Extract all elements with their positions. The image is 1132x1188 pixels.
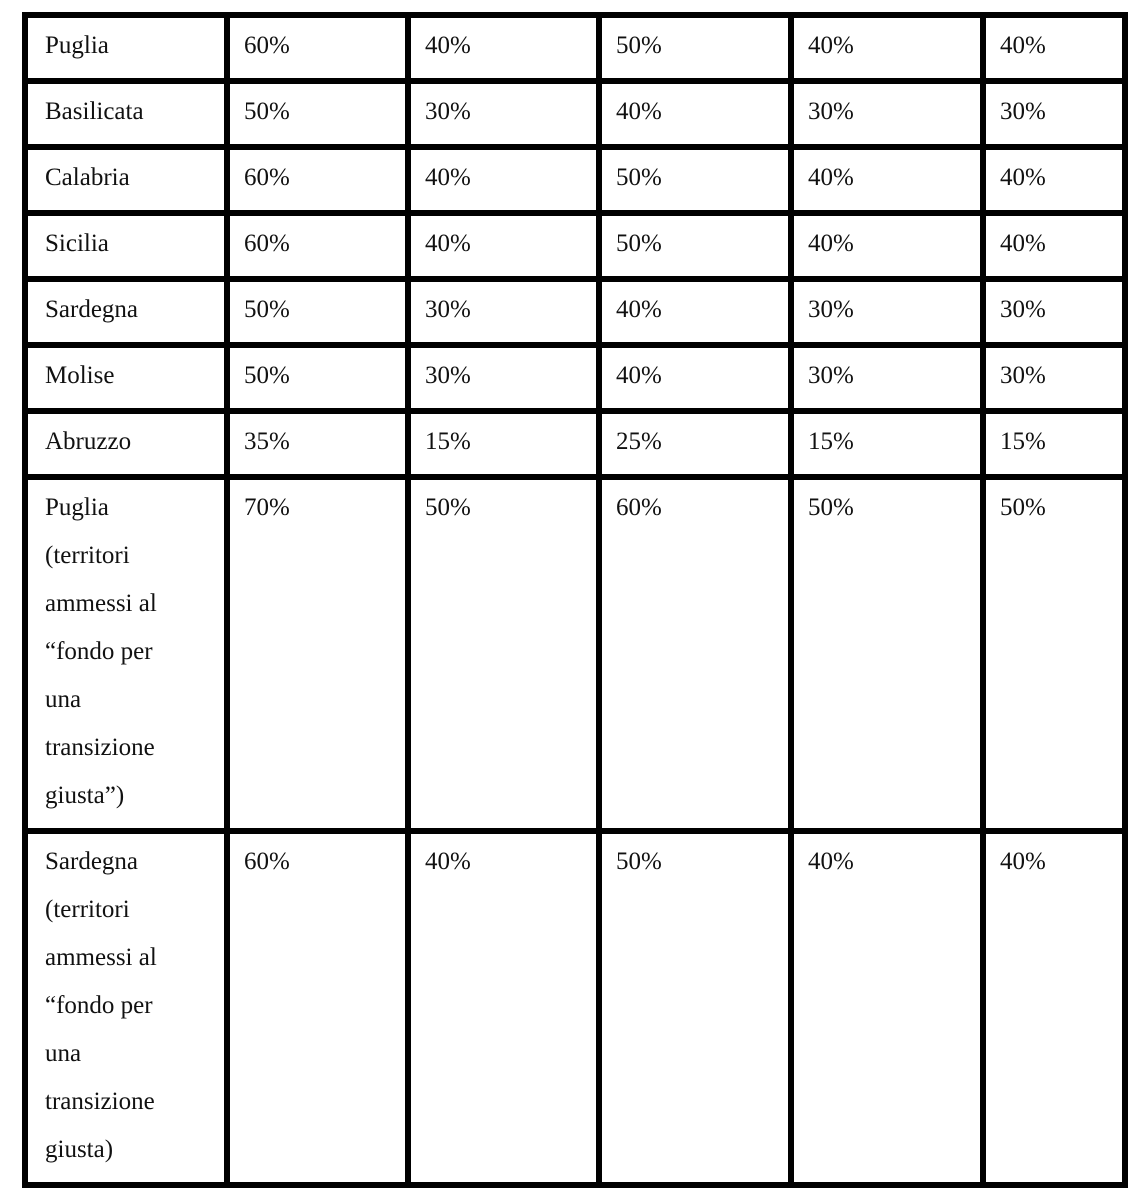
region-name: Puglia: [45, 32, 109, 59]
region-cell: [25, 411, 227, 477]
region-name-line: (territori: [45, 542, 130, 569]
region-name-line: ammessi al: [45, 590, 157, 617]
value-cell: 50%: [408, 477, 599, 831]
region-name: Basilicata: [45, 98, 144, 125]
value-cell: 40%: [983, 15, 1125, 81]
value-cell: 50%: [599, 147, 791, 213]
value-cell: 30%: [983, 345, 1125, 411]
value-cell: 15%: [408, 411, 599, 477]
value-cell: 40%: [791, 831, 983, 1185]
table-row: [25, 81, 1125, 147]
region-cell: [25, 213, 227, 279]
table-row: [25, 831, 1125, 1185]
value-cell: 50%: [599, 831, 791, 1185]
value-cell: 30%: [791, 279, 983, 345]
value-cell: 40%: [599, 81, 791, 147]
value-cell: 50%: [227, 81, 408, 147]
region-name: Sicilia: [45, 230, 109, 257]
value-cell: 40%: [983, 147, 1125, 213]
value-cell: 60%: [227, 831, 408, 1185]
value-cell: 50%: [227, 345, 408, 411]
region-name-line: giusta): [45, 1136, 114, 1163]
region-cell: [25, 279, 227, 345]
region-name-line: “fondo per: [45, 638, 153, 665]
value-cell: 40%: [791, 15, 983, 81]
value-cell: 70%: [227, 477, 408, 831]
region-name-line: Puglia: [45, 494, 109, 521]
value-cell: 50%: [599, 213, 791, 279]
region-name: Molise: [45, 362, 115, 389]
value-cell: 50%: [599, 15, 791, 81]
table-row: [25, 15, 1125, 81]
region-cell: [25, 345, 227, 411]
region-name: Abruzzo: [45, 428, 132, 455]
value-cell: 30%: [408, 345, 599, 411]
region-cell: [25, 831, 227, 1185]
region-name-line: giusta”): [45, 782, 125, 809]
value-cell: 30%: [983, 279, 1125, 345]
region-name: Calabria: [45, 164, 130, 191]
table-row: [25, 147, 1125, 213]
value-cell: 30%: [791, 81, 983, 147]
region-cell: [25, 477, 227, 831]
value-cell: 50%: [791, 477, 983, 831]
region-cell: [25, 147, 227, 213]
value-cell: 60%: [227, 147, 408, 213]
value-cell: 30%: [791, 345, 983, 411]
value-cell: 60%: [227, 15, 408, 81]
table-container: [22, 12, 1122, 1188]
region-name-line: ammessi al: [45, 944, 157, 971]
region-name-line: “fondo per: [45, 992, 153, 1019]
value-cell: 25%: [599, 411, 791, 477]
value-cell: 40%: [791, 147, 983, 213]
region-name: Sardegna: [45, 296, 139, 323]
region-name-line: transizione: [45, 734, 155, 761]
value-cell: 40%: [599, 345, 791, 411]
region-cell: [25, 81, 227, 147]
table-row: [25, 345, 1125, 411]
region-name-line: (territori: [45, 896, 130, 923]
value-cell: 40%: [983, 831, 1125, 1185]
region-name-line: Sardegna: [45, 848, 139, 875]
value-cell: 40%: [983, 213, 1125, 279]
region-cell: [25, 15, 227, 81]
region-name-line: una: [45, 1040, 82, 1067]
table-row: [25, 477, 1125, 831]
table-row: [25, 279, 1125, 345]
value-cell: 50%: [227, 279, 408, 345]
value-cell: 30%: [408, 81, 599, 147]
value-cell: 15%: [983, 411, 1125, 477]
value-cell: 40%: [408, 831, 599, 1185]
value-cell: 50%: [983, 477, 1125, 831]
value-cell: 40%: [408, 213, 599, 279]
value-cell: 60%: [227, 213, 408, 279]
value-cell: 30%: [408, 279, 599, 345]
value-cell: 40%: [408, 147, 599, 213]
value-cell: 35%: [227, 411, 408, 477]
table-row: [25, 213, 1125, 279]
value-cell: 40%: [408, 15, 599, 81]
aid-intensity-table: [22, 12, 1128, 1188]
region-name-line: transizione: [45, 1088, 155, 1115]
value-cell: 30%: [983, 81, 1125, 147]
value-cell: 60%: [599, 477, 791, 831]
table-row: [25, 411, 1125, 477]
value-cell: 15%: [791, 411, 983, 477]
region-name-line: una: [45, 686, 82, 713]
value-cell: 40%: [791, 213, 983, 279]
value-cell: 40%: [599, 279, 791, 345]
